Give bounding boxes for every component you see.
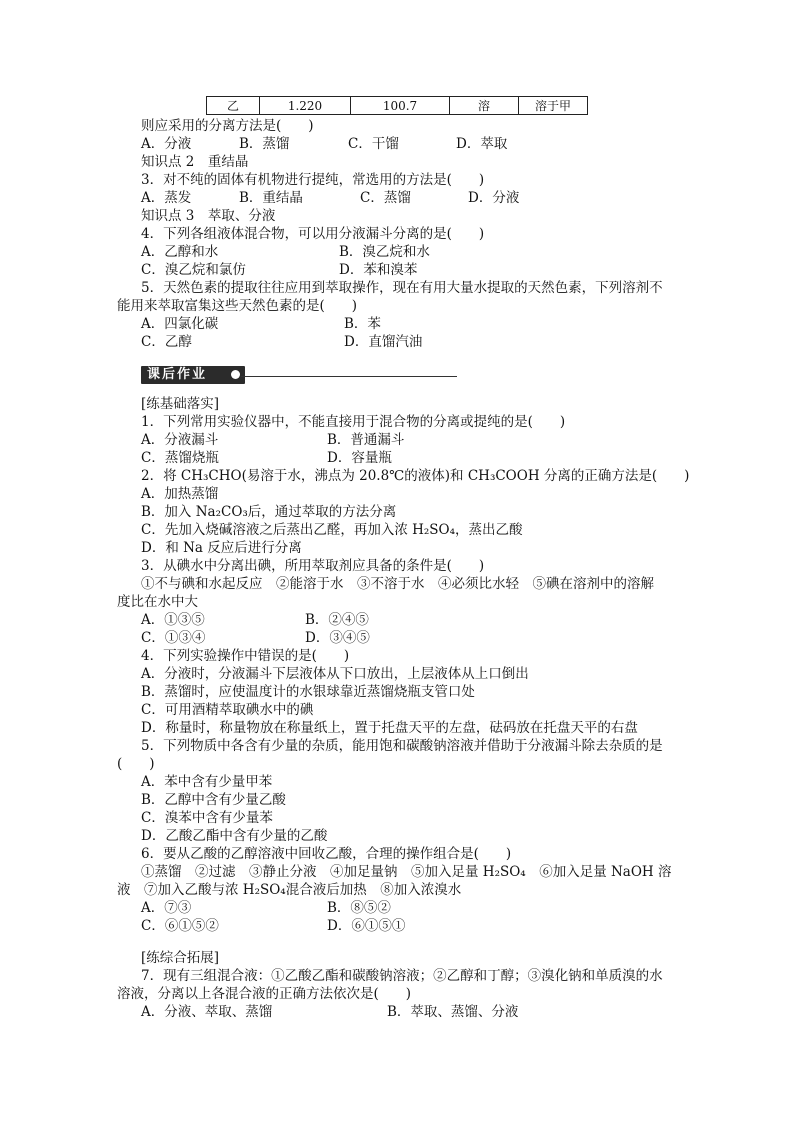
option: C．先加入烧碱溶液之后蒸出乙醛，再加入浓 H₂SO₄，蒸出乙酸 bbox=[141, 522, 523, 538]
option: B．重结晶 bbox=[239, 190, 303, 206]
option: B．②④⑤ bbox=[305, 612, 369, 628]
condition-list: ①不与碘和水起反应 ②能溶于水 ③不溶于水 ④必须比水轻 ⑤碘在溶剂中的溶解 bbox=[141, 576, 654, 592]
option: A．苯中含有少量甲苯 bbox=[141, 774, 273, 790]
option: B．普通漏斗 bbox=[327, 432, 405, 448]
question-text-continued: 能用来萃取富集这些天然色素的是( ) bbox=[117, 298, 358, 314]
homework-banner bbox=[141, 366, 245, 384]
table-cell: 乙 bbox=[207, 97, 260, 115]
question-text: 4．下列各组液体混合物，可以用分液漏斗分离的是( ) bbox=[141, 226, 485, 242]
question-text: 6．要从乙酸的乙醇溶液中回收乙酸，合理的操作组合是( ) bbox=[141, 846, 512, 862]
option: A．乙醇和水 bbox=[141, 244, 219, 260]
question-text: 1．下列常用实验仪器中，不能直接用于混合物的分离或提纯的是( ) bbox=[141, 414, 566, 430]
option: A．分液、萃取、蒸馏 bbox=[141, 1004, 273, 1020]
option: D．苯和溴苯 bbox=[339, 262, 418, 278]
option: B．⑧⑤② bbox=[327, 900, 391, 916]
table-cell: 溶于甲 bbox=[519, 97, 588, 115]
option: C．⑥①⑤② bbox=[141, 918, 219, 934]
option: A．分液 bbox=[141, 136, 192, 152]
banner-label: 课后作业 bbox=[147, 367, 208, 382]
section-divider bbox=[241, 376, 457, 377]
operation-list: ①蒸馏 ②过滤 ③静止分液 ④加足量钠 ⑤加入足量 H₂SO₄ ⑥加入足量 NaOH 溶 bbox=[141, 864, 672, 880]
option: A．蒸发 bbox=[141, 190, 192, 206]
option: C．干馏 bbox=[348, 136, 399, 152]
option: D．乙酸乙酯中含有少量的乙酸 bbox=[141, 828, 328, 844]
option: B．溴乙烷和水 bbox=[339, 244, 430, 260]
question-text: 则应采用的分离方法是( ) bbox=[141, 118, 314, 134]
option: D．⑥①⑤① bbox=[327, 918, 406, 934]
question-text: 4．下列实验操作中错误的是( ) bbox=[141, 648, 350, 664]
question-text: 5．天然色素的提取往往应用到萃取操作，现在有用大量水提取的天然色素，下列溶剂不 bbox=[141, 280, 663, 296]
question-text: 3．从碘水中分离出碘，所用萃取剂应具备的条件是( ) bbox=[141, 558, 485, 574]
question-text: 7．现有三组混合液：①乙酸乙酯和碳酸钠溶液；②乙醇和丁醇；③溴化钠和单质溴的水 bbox=[141, 968, 663, 984]
table-cell: 溶 bbox=[450, 97, 519, 115]
section-heading: [练综合拓展] bbox=[141, 950, 220, 966]
option: A．分液时，分液漏斗下层液体从下口放出，上层液体从上口倒出 bbox=[141, 666, 529, 682]
table-cell: 1.220 bbox=[260, 97, 351, 115]
option: A．①③⑤ bbox=[141, 612, 205, 628]
question-text: 5．下列物质中各含有少量的杂质，能用饱和碳酸钠溶液并借助于分液漏斗除去杂质的是 bbox=[141, 738, 663, 754]
option: D．分液 bbox=[468, 190, 520, 206]
knowledge-point-heading: 知识点 3 萃取、分液 bbox=[141, 208, 276, 224]
bullet-icon bbox=[231, 370, 240, 379]
option: A．⑦③ bbox=[141, 900, 192, 916]
question-text-continued: 溶液，分离以上各混合液的正确方法依次是( ) bbox=[117, 986, 412, 1002]
table-cell: 100.7 bbox=[351, 97, 450, 115]
question-text-continued: ( ) bbox=[117, 756, 155, 772]
option: A．四氯化碳 bbox=[141, 316, 219, 332]
option: B．乙醇中含有少量乙酸 bbox=[141, 792, 286, 808]
section-heading: [练基础落实] bbox=[141, 396, 220, 412]
option: B．加入 Na₂CO₃后，通过萃取的方法分离 bbox=[141, 504, 397, 520]
option: C．可用酒精萃取碘水中的碘 bbox=[141, 702, 314, 718]
option: D．萃取 bbox=[456, 136, 508, 152]
question-text: 3．对不纯的固体有机物进行提纯，常选用的方法是( ) bbox=[141, 172, 485, 188]
option: D．和 Na 反应后进行分离 bbox=[141, 540, 302, 556]
option: B．萃取、蒸馏、分液 bbox=[387, 1004, 519, 1020]
condition-list-continued: 度比在水中大 bbox=[117, 594, 198, 610]
option: D．③④⑤ bbox=[305, 630, 370, 646]
option: C．蒸馏烧瓶 bbox=[141, 450, 219, 466]
question-text: 2．将 CH₃CHO(易溶于水，沸点为 20.8℃的液体)和 CH₃COOH 分离的正确方法是( ) bbox=[141, 468, 690, 484]
option: D．直馏汽油 bbox=[344, 334, 423, 350]
option: C．溴乙烷和氯仿 bbox=[141, 262, 246, 278]
properties-table bbox=[206, 96, 588, 115]
table-row bbox=[207, 97, 588, 115]
knowledge-point-heading: 知识点 2 重结晶 bbox=[141, 154, 249, 170]
option: D．容量瓶 bbox=[327, 450, 392, 466]
option: B．苯 bbox=[344, 316, 381, 332]
option: A．分液漏斗 bbox=[141, 432, 219, 448]
option: A．加热蒸馏 bbox=[141, 486, 219, 502]
option: D．称量时，称量物放在称量纸上，置于托盘天平的左盘，砝码放在托盘天平的右盘 bbox=[141, 720, 638, 736]
option: C．蒸馏 bbox=[360, 190, 411, 206]
operation-list-continued: 液 ⑦加入乙酸与浓 H₂SO₄混合液后加热 ⑧加入浓溴水 bbox=[117, 882, 462, 898]
option: C．溴苯中含有少量苯 bbox=[141, 810, 273, 826]
option: C．乙醇 bbox=[141, 334, 192, 350]
option: C．①③④ bbox=[141, 630, 206, 646]
option: B．蒸馏时，应使温度计的水银球靠近蒸馏烧瓶支管口处 bbox=[141, 684, 475, 700]
option: B．蒸馏 bbox=[239, 136, 290, 152]
